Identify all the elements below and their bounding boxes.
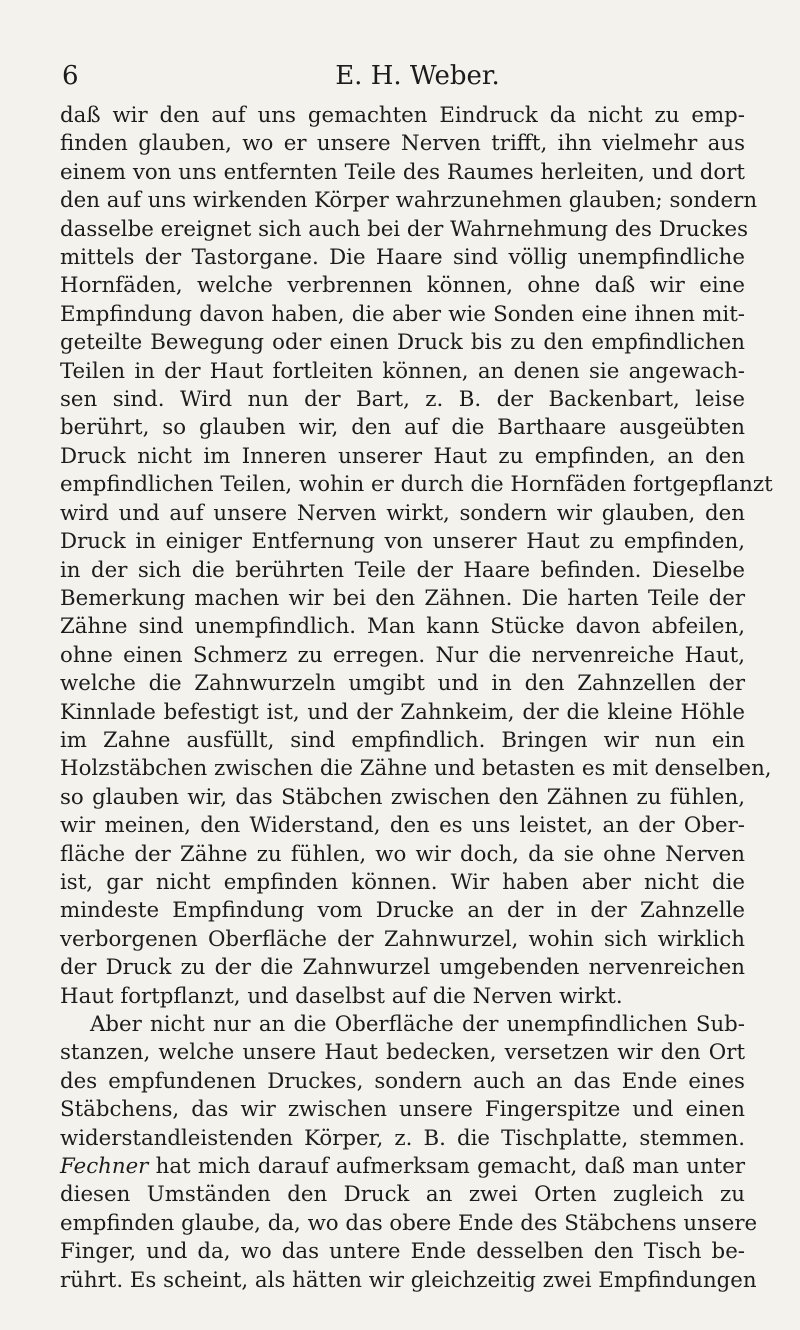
- text-line: einem von uns entfernten Teile des Raumes herleiten, und dort: [60, 159, 745, 185]
- text-line: den auf uns wirkenden Körper wahrzunehmen glauben; sondern: [60, 188, 758, 214]
- text-line: verborgenen Oberfläche der Zahnwurzel, wohin sich wirklich: [60, 926, 745, 952]
- text-line: rührt. Es scheint, als hätten wir gleichzeitig zwei Empfindungen: [60, 1267, 757, 1293]
- text-line: Teilen in der Haut fortleiten können, an denen sie angewach-: [60, 358, 745, 384]
- text-line: des empfundenen Druckes, sondern auch an das Ende eines: [60, 1068, 745, 1094]
- text-line: Haut fortpflanzt, und daselbst auf die Nerven wirkt.: [60, 983, 623, 1009]
- text-line: Druck nicht im Inneren unserer Haut zu empfinden, an den: [60, 443, 745, 469]
- text-line: fläche der Zähne zu fühlen, wo wir doch, da sie ohne Nerven: [60, 841, 745, 867]
- text-line: so glauben wir, das Stäbchen zwischen den Zähnen zu fühlen,: [60, 784, 745, 810]
- text-line: geteilte Bewegung oder einen Druck bis zu den empfindlichen: [60, 330, 745, 356]
- text-line: dasselbe ereignet sich auch bei der Wahrnehmung des Druckes: [60, 216, 749, 242]
- text-line-with-author: [60, 1153, 745, 1181]
- text-line: Bemerkung machen wir bei den Zähnen. Die harten Teile der: [60, 585, 745, 611]
- text-line: daß wir den auf uns gemachten Eindruck da nicht zu emp-: [60, 103, 745, 128]
- text-line: Zähne sind unempfindlich. Man kann Stücke davon abfeilen,: [60, 614, 745, 640]
- text-line: welche die Zahnwurzeln umgibt und in den Zahnzellen der: [60, 671, 745, 697]
- paragraph-1: [60, 102, 773, 1011]
- text-line: diesen Umständen den Druck an zwei Orten zugleich zu: [60, 1182, 745, 1208]
- text-line: mittels der Tastorgane. Die Haare sind völlig unempfindliche: [60, 245, 745, 271]
- body-text: [60, 102, 773, 1295]
- text-line: ohne einen Schmerz zu erregen. Nur die nervenreiche Haut,: [60, 642, 745, 668]
- text-line: Druck in einiger Entfernung von unserer Haut zu empfinden,: [60, 529, 745, 555]
- page-header: [60, 60, 745, 92]
- text-line: sen sind. Wird nun der Bart, z. B. der Backenbart, leise: [60, 387, 745, 413]
- book-page: [60, 60, 773, 1295]
- text-line: Aber nicht nur an die Oberfläche der unempfindlichen Sub-: [90, 1012, 745, 1037]
- text-line: Empfindung davon haben, die aber wie Sonden eine ihnen mit-: [60, 301, 745, 327]
- text-line: Finger, und da, wo das untere Ende desselben den Tisch be-: [60, 1239, 745, 1265]
- text-line: berührt, so glauben wir, den auf die Barthaare ausgeübten: [60, 415, 745, 441]
- text-line: finden glauben, wo er unsere Nerven trifft, ihn vielmehr aus: [60, 131, 745, 157]
- text-line: wir meinen, den Widerstand, den es uns leistet, an der Ober-: [60, 813, 745, 839]
- text-line: mindeste Empfindung vom Drucke an der in der Zahnzelle: [60, 898, 745, 924]
- text-line: im Zahne ausfüllt, sind empfindlich. Bringen wir nun ein: [60, 727, 745, 753]
- text-line: Kinnlade befestigt ist, und der Zahnkeim, der die kleine Höhle: [60, 699, 745, 725]
- text-line: Holzstäbchen zwischen die Zähne und betasten es mit denselben,: [60, 756, 772, 782]
- text-line: Stäbchens, das wir zwischen unsere Fingerspitze und einen: [60, 1097, 745, 1123]
- text-fragment: hat mich darauf aufmerksam gemacht, daß man unter: [148, 1154, 745, 1180]
- text-line: ist, gar nicht empfinden können. Wir haben aber nicht die: [60, 869, 745, 895]
- running-head: E. H. Weber.: [335, 61, 500, 91]
- text-line: Hornfäden, welche verbrennen können, ohne daß wir eine: [60, 273, 745, 299]
- text-line: empfindlichen Teilen, wohin er durch die Hornfäden fortgepflanzt: [60, 472, 773, 498]
- author-name-fechner: Fechner: [60, 1154, 149, 1180]
- text-line: empfinden glaube, da, wo das obere Ende des Stäbchens unsere: [60, 1210, 758, 1236]
- paragraph-2: [60, 1011, 758, 1295]
- text-line: widerstandleistenden Körper, z. B. die Tischplatte, stemmen.: [60, 1125, 745, 1151]
- page-number: 6: [62, 61, 79, 91]
- text-line: wird und auf unsere Nerven wirkt, sondern wir glauben, den: [60, 500, 745, 526]
- text-line: der Druck zu der die Zahnwurzel umgebenden nervenreichen: [60, 955, 745, 981]
- text-line: stanzen, welche unsere Haut bedecken, versetzen wir den Ort: [60, 1040, 745, 1066]
- text-line: in der sich die berührten Teile der Haare befinden. Dieselbe: [60, 557, 745, 583]
